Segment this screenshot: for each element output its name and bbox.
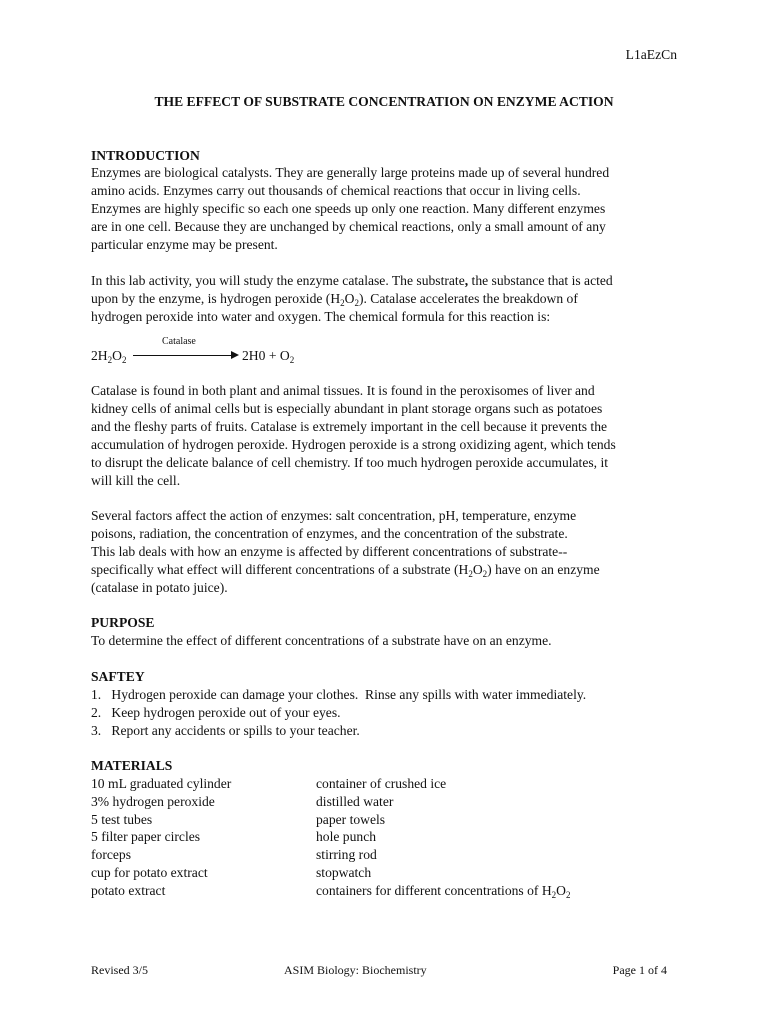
page-title: THE EFFECT OF SUBSTRATE CONCENTRATION ON ENZYME ACTION xyxy=(154,94,614,109)
materials-row: 5 filter paper circles hole punch xyxy=(91,829,377,844)
introduction-paragraph-2: In this lab activity, you will study the enzyme catalase. The substrate, the substance that is acted upon by the enzyme, is hydrogen peroxide $(H_2O_2)$. Catalase accelerates the breakdown of hydrogen peroxide into water and oxygen. The chemical formula for this reaction is: xyxy=(91,273,613,324)
safety-item: 2. Keep hydrogen peroxide out of your eyes. xyxy=(91,705,341,720)
safety-list xyxy=(91,686,691,740)
safety-item: 1. Hydrogen peroxide can damage your clothes. Rinse any spills with water immediately. xyxy=(91,687,587,702)
document-id: L1aEzCn xyxy=(625,47,677,62)
materials-row: 5 test tubes paper towels xyxy=(91,812,386,827)
footer-page-number: Page 1 of 4 xyxy=(612,963,667,977)
safety-item: 3. Report any accidents or spills to your teacher. xyxy=(91,723,360,738)
footer-revision: Revised 3/5 xyxy=(91,963,148,977)
materials-row: forceps stirring rod xyxy=(91,847,377,862)
materials-row: 10 mL graduated cylinder container of crushed ice xyxy=(91,776,447,791)
reaction-arrow-shaft xyxy=(133,355,232,356)
materials-row: potato extract containers for different concentrations of $H_2O_2$ xyxy=(91,883,571,900)
introduction-paragraph-3: Catalase is found in both plant and animal tissues. It is found in the peroxisomes of liver and kidney cells of animal cells but is especially abundant in plant storage organs such as potatoes and the fleshy parts of fruits. Catalase is extremely important in the cell because it prevents the accumulation of hydrogen peroxide. Hydrogen peroxide is a strong oxidizing agent, which tends to disrupt the delicate balance of cell chemistry. If too much hydrogen peroxide accumulates, it will kill the cell. xyxy=(91,383,616,488)
materials-row: cup for potato extract stopwatch xyxy=(91,865,372,880)
enzyme-label: Catalase xyxy=(162,336,196,347)
purpose-text: To determine the effect of different concentrations of a substrate have on an enzyme. xyxy=(91,633,552,648)
materials-heading: MATERIALS xyxy=(91,758,173,773)
footer-course: ASIM Biology: Biochemistry xyxy=(284,963,427,977)
introduction-paragraph-4: Several factors affect the action of enzymes: salt concentration, pH, temperature, enzyme poisons, radiation, the concentration of enzymes, and the concentration of the substrate. This lab deals with how an enzyme is affected by different concentrations of substrate-- specifically what effect will different concentrations of a substrate $(H_2O_2)$ have on an enzyme (catalase in potato juice). xyxy=(91,508,600,595)
reaction-reactant: $2H_2O_2$ xyxy=(91,348,127,365)
purpose-heading: PURPOSE xyxy=(91,615,155,630)
introduction-paragraph-1: Enzymes are biological catalysts. They are generally large proteins made up of several hundred amino acids. Enzymes carry out thousands of chemical reactions that occur in living cells. Enzymes are highly specific so each one speeds up only one reaction. Many different enzymes are in one cell. Because they are unchanged by chemical reactions, only a small amount of any particular enzyme may be present. xyxy=(91,165,610,252)
safety-heading: SAFTEY xyxy=(91,669,145,684)
materials-row: 3% hydrogen peroxide distilled water xyxy=(91,794,394,809)
reaction-product: $2H0 + O_2$ xyxy=(242,348,295,365)
reaction-arrow-icon xyxy=(231,351,239,359)
introduction-heading: INTRODUCTION xyxy=(91,148,200,163)
